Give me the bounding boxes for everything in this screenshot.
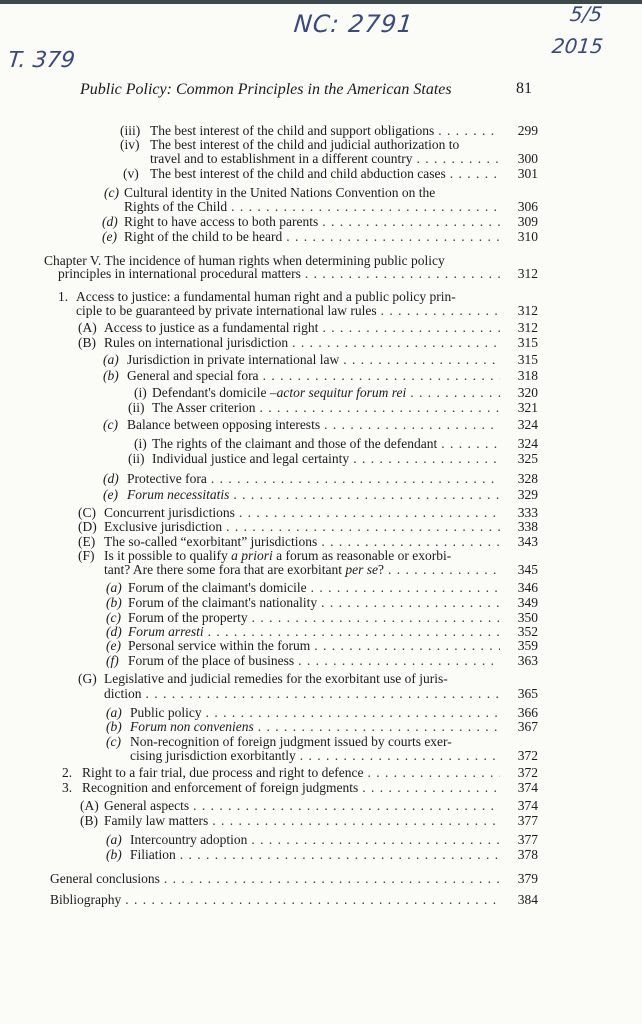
toc-page-number: 301 <box>517 166 538 181</box>
toc-dot-leader <box>142 686 501 701</box>
toc-dot-leader <box>222 519 500 534</box>
toc-entry <box>150 151 538 166</box>
toc-entry-title: The best interest of the child and support obligations <box>150 123 435 138</box>
toc-entry-label: (E) <box>78 534 96 549</box>
toc-dot-leader <box>446 166 500 181</box>
toc-entry-label: (a) <box>103 352 119 367</box>
toc-page-number: 338 <box>517 519 538 534</box>
toc-entry-label: (iv) <box>120 137 140 152</box>
toc-entry-title: tant? Are there some fora that are exorbitant per se? <box>104 562 385 577</box>
toc-entry-title: The Asser criterion <box>152 400 256 415</box>
toc-entry-title: Jurisdiction in private international law <box>127 352 340 367</box>
toc-entry <box>58 266 538 281</box>
toc-entry-italic: per se <box>342 562 379 577</box>
toc-entry <box>102 229 538 244</box>
toc-entry <box>134 436 538 451</box>
toc-entry-title <box>128 624 204 639</box>
toc-entry-title: principles in international procedural matters <box>58 266 301 281</box>
handwritten-catalog-number: T. 379 <box>6 48 77 73</box>
toc-page-number: 333 <box>517 505 538 520</box>
toc-entry-label: (c) <box>103 417 118 432</box>
toc-dot-leader <box>204 624 500 639</box>
toc-entry-title: Protective fora <box>127 471 207 486</box>
toc-entry-title: Defendant's domicile –actor sequitur forum rei <box>152 385 407 400</box>
toc-page-number: 374 <box>517 780 538 795</box>
toc-entry <box>106 847 538 862</box>
toc-page-number: 377 <box>517 813 538 828</box>
toc-dot-leader <box>294 653 500 668</box>
toc-entry <box>78 548 538 563</box>
toc-entry-title: Concurrent jurisdictions <box>104 505 235 520</box>
toc-entry-title: Rules on international jurisdiction <box>104 335 289 350</box>
toc-entry-title: Forum of the claimant's domicile <box>128 580 307 595</box>
toc-entry-italic: Forum necessitatis <box>127 487 230 502</box>
toc-entry <box>78 505 538 520</box>
toc-entry-label: (i) <box>134 385 147 400</box>
toc-entry-title: The best interest of the child and judicial authorization to <box>150 137 460 152</box>
toc-entry-label: (a) <box>106 580 122 595</box>
toc-entry <box>134 385 538 400</box>
toc-dot-leader <box>247 832 500 847</box>
toc-page-number: 310 <box>517 229 538 244</box>
toc-entry <box>80 813 538 828</box>
toc-page-number: 367 <box>517 719 538 734</box>
toc-entry-title: The so-called “exorbitant” jurisdictions <box>104 534 318 549</box>
running-header-title: Public Policy: Common Principles in the American States <box>80 81 452 98</box>
toc-dot-leader <box>227 199 500 214</box>
toc-entry <box>103 417 538 432</box>
toc-page-number: 349 <box>517 595 538 610</box>
toc-entry <box>102 214 538 229</box>
toc-entry-title: Is it possible to qualify a priori a forum as reasonable or exorbi- <box>104 548 452 563</box>
toc-dot-leader <box>339 352 500 367</box>
toc-page-number: 378 <box>517 847 538 862</box>
toc-dot-leader <box>301 266 500 281</box>
toc-entry-label: (a) <box>106 705 122 720</box>
toc-page-number: 329 <box>517 487 538 502</box>
toc-entry-label: (b) <box>106 847 122 862</box>
toc-page-number: 384 <box>517 892 538 907</box>
toc-entry <box>78 320 538 335</box>
toc-page-number: 309 <box>517 214 538 229</box>
toc-page-number: 300 <box>517 151 538 166</box>
toc-entry <box>106 653 538 668</box>
toc-entry-label: (ii) <box>128 451 145 466</box>
toc-entry-title: Exclusive jurisdiction <box>104 519 223 534</box>
toc-entry-label: (B) <box>80 813 98 828</box>
toc-entry <box>103 352 538 367</box>
toc-entry-italic: Forum arresti <box>128 624 204 639</box>
toc-entry-title: Legislative and judicial remedies for the exorbitant use of juris- <box>104 671 448 686</box>
toc-page-number: 328 <box>517 471 538 486</box>
toc-dot-leader <box>437 436 500 451</box>
toc-dot-leader <box>349 451 500 466</box>
toc-page-number: 352 <box>517 624 538 639</box>
toc-entry-title: diction <box>104 686 142 701</box>
toc-entry <box>103 471 538 486</box>
toc-entry-title: Right to a fair trial, due process and right to defence <box>82 765 364 780</box>
toc-entry <box>128 400 538 415</box>
toc-dot-leader <box>358 780 500 795</box>
toc-entry <box>78 671 538 686</box>
toc-entry-title: Forum of the place of business <box>128 653 295 668</box>
toc-entry-title: Filiation <box>130 847 176 862</box>
toc-entry <box>106 610 538 625</box>
toc-entry-label: (c) <box>106 610 121 625</box>
toc-entry-italic: Forum non conveniens <box>130 719 254 734</box>
toc-entry-italic: a priori <box>227 548 273 563</box>
toc-page-number: 377 <box>517 832 538 847</box>
toc-dot-leader <box>377 303 500 318</box>
toc-entry <box>128 451 538 466</box>
toc-entry-title: Cultural identity in the United Nations Convention on the <box>124 185 436 200</box>
toc-entry-label: 3. <box>62 780 73 795</box>
toc-page-number: 306 <box>517 199 538 214</box>
toc-entry-title: Forum of the property <box>128 610 248 625</box>
toc-dot-leader <box>176 847 500 862</box>
toc-entry-title: Chapter V. The incidence of human rights when determining public policy <box>44 253 445 268</box>
toc-entry <box>123 166 538 181</box>
toc-page-number: 379 <box>517 871 538 886</box>
toc-page-number: 374 <box>517 798 538 813</box>
toc-entry <box>103 368 538 383</box>
toc-entry-title: Right to have access to both parents <box>124 214 319 229</box>
toc-page-number: 312 <box>517 303 538 318</box>
toc-entry-label: (C) <box>78 505 96 520</box>
toc-page-number: 324 <box>517 436 538 451</box>
toc-entry-label: (e) <box>106 638 121 653</box>
toc-entry <box>106 580 538 595</box>
toc-entry-title: General aspects <box>104 798 190 813</box>
toc-entry <box>106 705 538 720</box>
toc-page-number: 343 <box>517 534 538 549</box>
toc-entry-label: (A) <box>80 798 99 813</box>
toc-dot-leader <box>202 705 500 720</box>
toc-dot-leader <box>255 400 500 415</box>
toc-dot-leader <box>288 335 500 350</box>
toc-entry <box>80 798 538 813</box>
toc-entry-label: (d) <box>103 471 119 486</box>
toc-entry-label: (c) <box>106 734 121 749</box>
toc-page-number: 312 <box>517 266 538 281</box>
toc-dot-leader <box>296 748 500 763</box>
toc-entry <box>104 562 538 577</box>
toc-page-number: 324 <box>517 417 538 432</box>
toc-dot-leader <box>229 487 500 502</box>
toc-page-number: 318 <box>517 368 538 383</box>
toc-entry <box>50 892 538 907</box>
toc-entry <box>106 734 538 749</box>
toc-entry <box>50 871 538 886</box>
toc-page-number: 320 <box>517 385 538 400</box>
toc-entry-title: Family law matters <box>104 813 209 828</box>
scan-top-edge <box>0 0 642 4</box>
toc-dot-leader <box>413 151 500 166</box>
toc-entry <box>104 686 538 701</box>
toc-page-number: 312 <box>517 320 538 335</box>
toc-entry-title: General and special fora <box>127 368 259 383</box>
toc-entry-label: (a) <box>106 832 122 847</box>
running-header-page-number: 81 <box>516 80 532 97</box>
handwritten-date-fraction: 5/5 <box>568 2 604 26</box>
toc-entry-title: The rights of the claimant and those of the defendant <box>152 436 438 451</box>
toc-page-number: 315 <box>517 335 538 350</box>
toc-page-number: 366 <box>517 705 538 720</box>
toc-page-number: 321 <box>517 400 538 415</box>
toc-entry-title <box>127 487 229 502</box>
handwritten-shelfmark: NC: 2791 <box>292 10 415 38</box>
toc-entry-title: travel and to establishment in a different country <box>150 151 413 166</box>
toc-entry-label: (A) <box>78 320 97 335</box>
toc-page-number: 299 <box>517 123 538 138</box>
toc-entry-label: (b) <box>106 719 122 734</box>
toc-entry-label: (v) <box>123 166 139 181</box>
toc-dot-leader <box>254 719 500 734</box>
toc-entry-title: Personal service within the forum <box>128 638 311 653</box>
toc-entry <box>78 519 538 534</box>
toc-entry <box>104 185 538 200</box>
toc-entry-title: Balance between opposing interests <box>127 417 321 432</box>
toc-entry-italic: –actor sequitur forum rei <box>266 385 407 400</box>
toc-entry-label: (D) <box>78 519 97 534</box>
toc-entry-label: (ii) <box>128 400 145 415</box>
toc-dot-leader <box>208 813 500 828</box>
toc-dot-leader <box>317 595 500 610</box>
toc-entry <box>130 748 538 763</box>
toc-entry-label: (iii) <box>120 123 141 138</box>
toc-entry-title: ciple to be guaranteed by private international law rules <box>76 303 377 318</box>
toc-entry-label: (d) <box>106 624 122 639</box>
toc-page-number: 365 <box>517 686 538 701</box>
toc-entry-title: Non-recognition of foreign judgment issued by courts exer- <box>130 734 452 749</box>
toc-entry-label: (e) <box>103 487 118 502</box>
toc-dot-leader <box>434 123 500 138</box>
toc-entry-title: Intercountry adoption <box>130 832 248 847</box>
toc-entry-label: (B) <box>78 335 96 350</box>
toc-dot-leader <box>364 765 500 780</box>
toc-dot-leader <box>317 534 500 549</box>
toc-page-number: 359 <box>517 638 538 653</box>
toc-dot-leader <box>121 892 500 907</box>
toc-entry-title: The best interest of the child and child abduction cases <box>150 166 446 181</box>
toc-entry-title: cising jurisdiction exorbitantly <box>130 748 296 763</box>
toc-dot-leader <box>235 505 500 520</box>
toc-dot-leader <box>160 871 500 886</box>
toc-dot-leader <box>310 638 500 653</box>
toc-entry-label: (F) <box>78 548 95 563</box>
toc-entry <box>78 335 538 350</box>
toc-dot-leader <box>282 229 500 244</box>
toc-entry-label: (i) <box>134 436 147 451</box>
toc-dot-leader <box>248 610 500 625</box>
toc-entry <box>58 289 538 304</box>
toc-entry-label: 1. <box>58 289 69 304</box>
toc-dot-leader <box>318 320 500 335</box>
toc-entry-label: (e) <box>102 229 117 244</box>
toc-entry <box>62 765 538 780</box>
toc-entry-title: Right of the child to be heard <box>124 229 283 244</box>
toc-dot-leader <box>207 471 500 486</box>
toc-entry <box>120 123 538 138</box>
toc-entry <box>120 137 538 152</box>
toc-dot-leader <box>259 368 500 383</box>
toc-entry <box>106 638 538 653</box>
toc-entry-label: (b) <box>103 368 119 383</box>
toc-dot-leader <box>384 562 500 577</box>
toc-entry-title: Access to justice as a fundamental right <box>104 320 319 335</box>
toc-entry-title <box>130 719 254 734</box>
toc-entry <box>62 780 538 795</box>
toc-entry-label: (b) <box>106 595 122 610</box>
toc-entry-title: Public policy <box>130 705 202 720</box>
toc-entry-title: Bibliography <box>50 892 122 907</box>
toc-dot-leader <box>189 798 500 813</box>
toc-entry-title: General conclusions <box>50 871 160 886</box>
toc-entry <box>106 719 538 734</box>
toc-entry <box>103 487 538 502</box>
toc-page-number: 350 <box>517 610 538 625</box>
toc-entry-title: Rights of the Child <box>124 199 228 214</box>
toc-dot-leader <box>307 580 500 595</box>
toc-entry-label: 2. <box>62 765 73 780</box>
toc-dot-leader <box>320 417 500 432</box>
toc-dot-leader <box>318 214 500 229</box>
toc-page-number: 372 <box>517 765 538 780</box>
toc-page-number: 346 <box>517 580 538 595</box>
toc-page-number: 345 <box>517 562 538 577</box>
toc-entry <box>78 534 538 549</box>
toc-entry <box>106 624 538 639</box>
toc-page-number: 315 <box>517 352 538 367</box>
toc-dot-leader <box>406 385 500 400</box>
toc-page-number: 363 <box>517 653 538 668</box>
toc-entry <box>124 199 538 214</box>
toc-entry <box>106 595 538 610</box>
toc-page-number: 372 <box>517 748 538 763</box>
toc-entry <box>76 303 538 318</box>
toc-page-number: 325 <box>517 451 538 466</box>
toc-entry-title: Access to justice: a fundamental human right and a public policy prin- <box>76 289 456 304</box>
toc-entry-title: Recognition and enforcement of foreign judgments <box>82 780 359 795</box>
toc-entry-label: (G) <box>78 671 97 686</box>
toc-entry-label: (c) <box>104 185 119 200</box>
toc-entry-title: Individual justice and legal certainty <box>152 451 350 466</box>
toc-entry-label: (f) <box>106 653 119 668</box>
toc-entry <box>106 832 538 847</box>
handwritten-year: 2015 <box>550 34 605 58</box>
toc-entry-title: Forum of the claimant's nationality <box>128 595 318 610</box>
toc-entry-label: (d) <box>102 214 118 229</box>
